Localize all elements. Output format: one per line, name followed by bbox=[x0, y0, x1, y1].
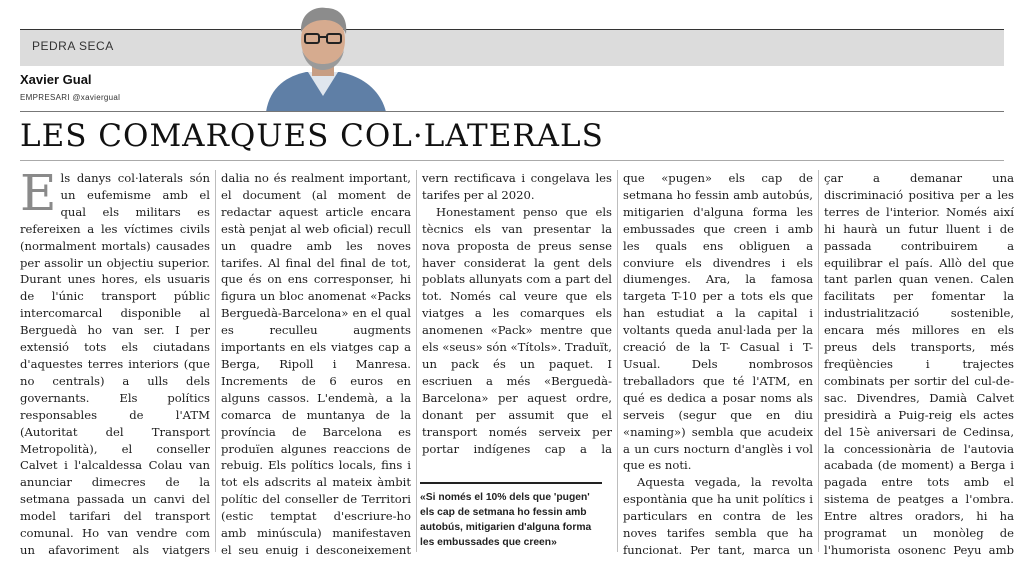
paragraph: Honestament penso que els tècnics els van presentar la nova proposta de preus sense haver considerat la gent dels poblats allunyats com a part del tot. Només cal veure que els viatges a les comarques els anomenen «Pack» mentre que els «seus» són «Títols». Traduït, un pack és un paquet. I escriuen a més «Berguedà-Barcelona» per aquest ordre, donant per assumit que el transport només serveix per portar indígenes cap a la bbox=[422, 204, 612, 456]
section-label: PEDRA SECA bbox=[32, 39, 114, 53]
paragraph-text: ls danys col·laterals són un eufemisme amb el qual els militars es refereixen a les víctimes civils (normalment mortals) causades per assolir un objectiu superior. Durant unes hores, els usuaris de l'únic transport públic intercomarcal disponible al Berguedà ho van ser. I per extensió tots els ciutadans d'aquestes terres interiors (que no centrals) a ulls dels governants. Els polítics responsables de l'ATM (Autoritat del Transport Metropolità), el conseller Calvet i l'alcaldessa Colau van anunciar dimecres de la setmana passada un canvi del model tarifari del transport comunal. Ho van vendre com un afavoriment als viatgers bbox=[20, 171, 210, 557]
pull-quote: «Si només el 10% dels que 'pugen' els cap de setmana ho fessin amb autobús, mitigarien d'alguna forma les embussades que creen» bbox=[420, 482, 602, 550]
paragraph: que «pugen» els cap de setmana ho fessin amb autobús, mitigarien d'alguna forma les embussades que creen i amb les quals ens obliguen a conviure els divendres i els diumenges. Ara, la famosa targeta T-10 per a tots els que han estudiat a la capital i voltants queda anul·lada per la creació de la T- Casual i T-Usual. Dels nombrosos treballadors que té l'ATM, en qué es dedica a posar noms als serveis (segur que en diu «naming») sembla que acudeix a un curs nocturn d'anglès i vol que es noti. bbox=[623, 171, 813, 473]
header-rule bbox=[20, 111, 1004, 112]
column-divider bbox=[617, 170, 618, 552]
paragraph: dalia no és realment important, el document (al moment de redactar aquest article encara està penjat al web oficial) recull un quadre amb les noves tarifes. Al final del final de tot, que és on ens corresponser, hi figura un bloc anomenat «Packs Berguedà-Barcelona» en el qual es reculleu augments importants en els viatges cap a Berga, Ripoll i Manresa. Increments de 6 euros en alguns cassos. L'endemà, a la comarca de muntanya de la província de Barcelona es produïen algunes reaccions de rebuig. Els polítics locals, fins i tot els adscrits al mateix àmbit polític del conseller de Territori (estic temptat d'escriure-ho amb minúscula) manifestaven el seu enuig i desconeixement bbox=[221, 171, 411, 557]
column-divider bbox=[416, 170, 417, 552]
article-column-5 bbox=[824, 170, 1014, 560]
section-header-bar bbox=[20, 29, 1004, 66]
article-column-1 bbox=[20, 170, 210, 560]
article-column-3 bbox=[422, 170, 612, 460]
column-divider bbox=[215, 170, 216, 552]
article-column-2 bbox=[221, 170, 411, 560]
author-role: EMPRESARI @xaviergual bbox=[20, 93, 121, 102]
paragraph bbox=[20, 170, 210, 560]
paragraph: vern rectificava i congelava les tarifes per al 2020. bbox=[422, 171, 612, 202]
author-name: Xavier Gual bbox=[20, 72, 92, 87]
article-column-4 bbox=[623, 170, 813, 560]
headline-rule bbox=[20, 160, 1004, 161]
article-headline: LES COMARQUES COL·LATERALS bbox=[20, 118, 604, 154]
paragraph: Aquesta vegada, la revolta espontània que ha unit polítics i particulars en contra de les noves tarifes sembla que ha funcionat. Per tant, marca un bbox=[623, 475, 813, 557]
drop-cap: E bbox=[20, 170, 57, 222]
column-divider bbox=[818, 170, 819, 552]
paragraph: çar a demanar una discriminació positiva per a les terres de l'interior. Només així hi haurà un futur lluent i de passada contribuirem a equilibrar el país. Allò del que tant parlen quan venen. Calen facilitats per fomentar la industrialització sostenible, encara més millores en els preus dels transports, més freqüències i trajectes combinats per sortir del cul-de-sac. Divendres, Damià Calvet presidirà a Puig-reig els actes del 15è aniversari de Cedinsa, la concessionària de l'autovia acabada (de moment) a Berga i pagada entre tots amb el sistema de peatges a l'ombra. Entre altres oradors, hi ha programat un monòleg de l'humorista osonenc Peyu amb bbox=[824, 171, 1014, 557]
author-photo bbox=[248, 4, 398, 112]
